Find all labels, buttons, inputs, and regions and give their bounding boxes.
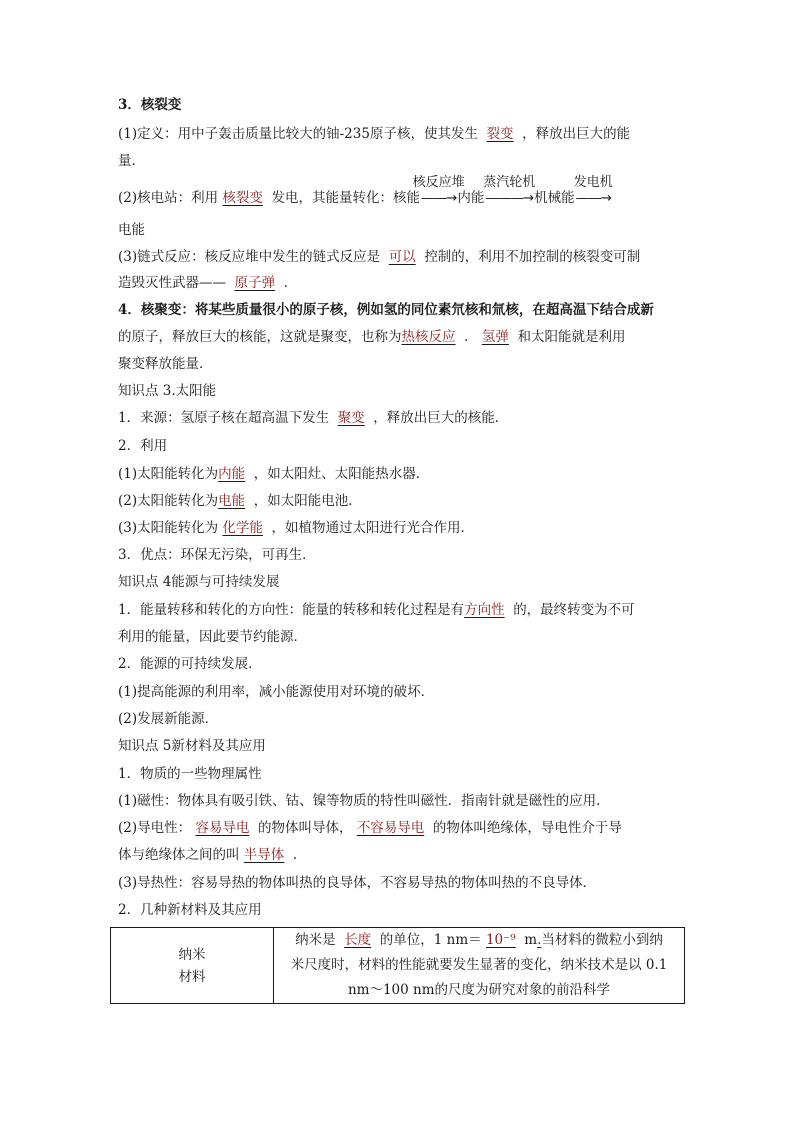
text: 造毁灭性武器——: [118, 275, 226, 291]
text: 机械能: [534, 190, 575, 206]
text: (2)太阳能转化为: [118, 493, 219, 509]
answer-blank: 裂变: [486, 126, 514, 142]
knowledge-point-3-title: 知识点 3.太阳能: [118, 383, 217, 399]
heat-conduction: (3)导热性：容易导热的物体叫热的良导体，不容易导热的物体叫热的不良导体．: [118, 875, 597, 891]
fission-definition-cont: 量．: [118, 153, 145, 169]
desc-line-3: nm～100 nm的尺度为研究对象的前沿科学: [347, 982, 611, 998]
arrow-generator: 发电机 ——→: [573, 175, 613, 206]
text: 纳米: [178, 946, 206, 963]
solar-use-1: [118, 464, 429, 484]
conductivity: [118, 818, 622, 838]
text: 和太阳能就是利用: [517, 329, 626, 345]
arrow-label: 发电机: [573, 175, 613, 190]
text: 纳米是: [295, 932, 336, 948]
answer-blank: 方向性: [464, 602, 505, 618]
magnetism: (1)磁性：物体具有吸引铁、钴、镍等物质的特性叫磁性．指南针就是磁性的应用．: [118, 793, 610, 809]
solar-use-heading: 2．利用: [118, 438, 168, 454]
answer-blank: 电能: [218, 493, 246, 509]
solar-advantage: 3．优点：环保无污染，可再生．: [118, 547, 316, 563]
text: ，如植物通过太阳进行光合作用．: [271, 520, 475, 536]
sustainable-heading: 2．能源的可持续发展．: [118, 656, 262, 672]
text: ，释放出巨大的能: [522, 126, 631, 142]
text: 的原子，释放巨大的核能，这就是聚变，也称为: [118, 329, 402, 345]
answer-blank: 热核反应: [401, 329, 456, 345]
desc-line-2: 米尺度时，材料的性能就要发生显著的变化，纳米技术是以 0.1: [290, 957, 668, 973]
material-name-cell: [111, 928, 274, 1004]
sustainable-2: (2)发展新能源．: [118, 711, 219, 727]
arrow-reactor: 核反应堆 ——→: [412, 175, 465, 206]
solar-source: [118, 408, 508, 428]
conductivity-cont: [118, 845, 306, 865]
text: ，如太阳能电池．: [253, 493, 362, 509]
nano-material-table: [110, 927, 685, 1004]
text: (2)核电站：利用: [118, 190, 219, 206]
fusion-line-3: 聚变释放能量．: [118, 356, 213, 372]
text: ．: [292, 847, 307, 863]
chain-reaction-cont: [118, 273, 297, 293]
text: 发电，其能量转化：核能: [271, 190, 421, 206]
solar-use-3: [118, 518, 474, 538]
text: (1)定义：用中子轰击质量比较大的铀-235原子核，使其发生: [118, 126, 478, 142]
text: (3)链式反应：核反应堆中发生的链式反应是: [118, 249, 381, 265]
table-row: [111, 928, 685, 1004]
answer-blank: 氢弹: [481, 329, 509, 345]
text: 内能: [457, 190, 485, 206]
fusion-line-2: [118, 327, 625, 347]
text: 的，最终转变为不可: [513, 602, 635, 618]
text: (2)导电性：: [118, 820, 192, 836]
text: 的物体叫绝缘体，导电性介于导: [432, 820, 622, 836]
answer-blank: 半导体: [243, 847, 285, 863]
material-desc-cell: [274, 928, 685, 1004]
answer-blank: .: [537, 932, 542, 948]
answer-blank: 可以: [388, 249, 416, 265]
solar-use-2: [118, 491, 362, 511]
text: 4．核聚变：将某些质量很小的原子核，例如氢的同位素氘核和氚核，在超高温下结合成新: [118, 302, 654, 318]
text: ．: [464, 329, 478, 345]
text: (3)太阳能转化为: [118, 520, 219, 536]
knowledge-point-4-title: 知识点 4能源与可持续发展: [118, 574, 280, 590]
text: ，如太阳灶、太阳能热水器．: [253, 466, 430, 482]
nuclear-plant-line: [118, 175, 613, 208]
arrow-label: 蒸汽轮机: [483, 175, 536, 190]
text: 材料: [178, 968, 206, 985]
answer-blank: 原子弹: [234, 275, 276, 291]
text: ．: [283, 275, 298, 291]
answer-blank: 10⁻⁹: [485, 932, 516, 948]
answer-blank: 容易导电: [195, 820, 250, 836]
answer-blank: 化学能: [222, 520, 263, 536]
fission-definition: [118, 124, 630, 144]
answer-blank: 不容易导电: [356, 820, 425, 836]
text: ，释放出巨大的核能．: [373, 410, 509, 426]
fusion-line-1: [118, 300, 654, 320]
text: 1．能量转移和转化的方向性：能量的转移和转化过程是有: [118, 602, 465, 618]
text: 的物体叫导体，: [258, 820, 353, 836]
answer-blank: 核裂变: [222, 190, 263, 206]
text: 的单位，1 nm＝: [379, 932, 482, 948]
text: 体与绝缘体之间的叫: [118, 847, 240, 863]
sustainable-1: (1)提高能源的利用率，减小能源使用对环境的破坏．: [118, 684, 435, 700]
text: 控制的，利用不加控制的核裂变可制: [424, 249, 641, 265]
answer-blank: 内能: [218, 466, 246, 482]
energy-direction: [118, 600, 635, 620]
nuclear-plant-cont: 电能: [118, 222, 145, 238]
arrow-turbine: 蒸汽轮机 ———→: [483, 175, 536, 206]
knowledge-point-5-title: 知识点 5新材料及其应用: [118, 738, 266, 754]
chain-reaction: [118, 247, 640, 267]
answer-blank: 长度: [344, 932, 372, 948]
arrow-label: 核反应堆: [412, 175, 465, 190]
text: m: [524, 932, 538, 948]
energy-direction-cont: 利用的能量，因此要节约能源．: [118, 629, 307, 645]
new-materials-heading: 2．几种新材料及其应用: [118, 902, 262, 918]
answer-blank: 聚变: [337, 410, 365, 426]
text: 当材料的微粒小到纳: [541, 932, 663, 948]
text: 1．来源：氢原子核在超高温下发生: [118, 410, 330, 426]
properties-heading: 1．物质的一些物理属性: [118, 766, 262, 782]
text: (1)太阳能转化为: [118, 466, 219, 482]
desc-line-1: [280, 928, 678, 953]
section-3-heading: 3．核裂变: [118, 97, 182, 113]
